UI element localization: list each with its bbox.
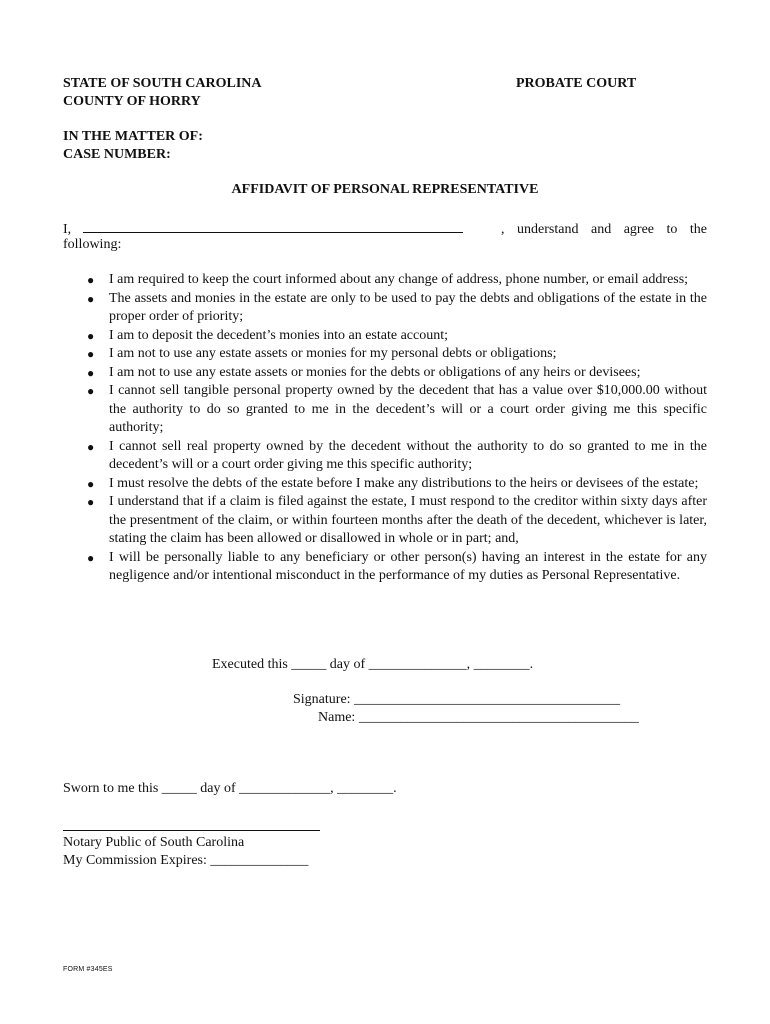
list-item: ● I am to deposit the decedent’s monies into an estate account; [63,327,707,346]
matter-label: IN THE MATTER OF: [63,129,203,144]
intro-continuation: following: [63,237,122,252]
notary-label: Notary Public of South Carolina [63,835,245,850]
bullet-icon: ● [87,365,95,380]
bullet-icon: ● [87,476,95,491]
matter-block [63,128,203,163]
list-item: ● I understand that if a claim is filed against the estate, I must respond to the creditor within sixty days after the presentment of the claim, or within fourteen months after the death of the decedent, whichever is later, stating the claim has been allowed or disallowed in whole or in part; and, [87,494,707,546]
bullet-icon: ● [87,273,95,287]
bullet-icon: ● [87,439,95,454]
document-title: AFFIDAVIT OF PERSONAL REPRESENTATIVE [231,182,539,197]
list-item: ● I am not to use any estate assets or monies for my personal debts or obligations; [63,345,707,364]
bullet-icon: ● [87,550,95,565]
name-line[interactable]: Name: ________________________________________ [318,710,639,725]
intro-suffix: , understand and agree to the [501,222,707,237]
bullet-icon: ● [87,495,95,509]
intro-left [63,218,463,238]
list-item: ● I am not to use any estate assets or monies for the debts or obligations of any heirs or devisees; [63,364,707,383]
list-item: ● I am required to keep the court informed about any change of address, phone number, or email address; [63,271,707,290]
notary-signature-line[interactable] [63,830,320,831]
state-label: STATE OF SOUTH CAROLINA [63,76,262,91]
list-item: ● I must resolve the debts of the estate before I make any distributions to the heirs or devisees of the estate; [63,475,707,494]
bullet-icon: ● [87,347,95,361]
obligations-list [63,271,707,586]
jurisdiction-block [63,75,262,110]
list-item: ● I will be personally liable to any beneficiary or other person(s) having an interest in the estate for any negligence and/or intentional misconduct in the performance of my duties as Personal Representative. [87,549,707,583]
sworn-date-line[interactable]: Sworn to me this _____ day of _____________, ________. [63,781,397,796]
intro-paragraph [63,218,707,254]
list-item: ● The assets and monies in the estate are only to be used to pay the debts and obligations of the estate in the proper order of priority; [87,290,707,324]
county-label: COUNTY OF HORRY [63,93,201,109]
executed-date-line[interactable]: Executed this _____ day of ______________, ________. [212,657,534,672]
bullet-icon: ● [87,328,95,343]
representative-name-blank[interactable] [83,218,463,233]
bullet-icon: ● [87,291,95,306]
signature-line[interactable]: Signature: ______________________________________ [293,692,621,707]
commission-expires-line[interactable]: My Commission Expires: ______________ [63,853,309,868]
form-number: FORM #345ES [63,966,113,973]
list-item: ● I cannot sell tangible personal property owned by the decedent that has a value over $10,000.00 without the authority to do so granted to me in the decedent’s will or a court order giving me this specific authority; [87,383,707,435]
bullet-icon: ● [87,384,95,398]
court-label: PROBATE COURT [516,76,637,91]
case-number-label: CASE NUMBER: [63,146,171,162]
intro-prefix: I, [63,222,72,237]
list-item: ● I cannot sell real property owned by the decedent without the authority to do so granted to me in the decedent’s will or a court order giving me this specific authority; [87,438,707,472]
